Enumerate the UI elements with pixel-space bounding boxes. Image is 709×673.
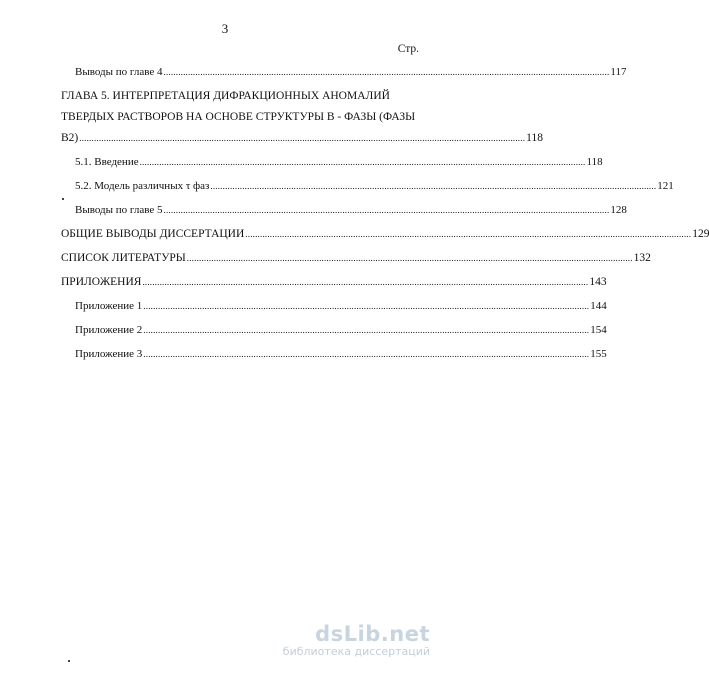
toc-entry-appendix-3[interactable] [75, 347, 607, 361]
dot-leader: ...................................................................................................................................................................................... [142, 277, 589, 287]
toc-entry-page: 118 [586, 156, 603, 168]
dot-leader: ...................................................................................................................................................................................... [210, 181, 657, 191]
toc-entry-page: 155 [590, 348, 607, 360]
toc-entry-page: 129 [692, 228, 709, 240]
toc-entry-page: 144 [590, 300, 607, 312]
chapter5-title-line2: ТВЕРДЫХ РАСТВОРОВ НА ОСНОВЕ СТРУКТУРЫ B - ФАЗЫ (ФАЗЫ [61, 111, 416, 123]
chapter5-title-line1: ГЛАВА 5. ИНТЕРПРЕТАЦИЯ ДИФРАКЦИОННЫХ АНОМАЛИЙ [61, 90, 390, 102]
scan-speck [62, 198, 64, 200]
toc-entry-page: 132 [633, 252, 651, 264]
dot-leader: ...................................................................................................................................................................................... [79, 133, 526, 143]
toc-entry-label: 5.2. Модель различных τ фаз [75, 180, 210, 192]
watermark-logo-prefix: dsLib [315, 622, 381, 646]
watermark-subtitle: библиотека диссертаций [282, 645, 430, 658]
toc-entry-page: 128 [610, 204, 627, 216]
page-column-label: Стр. [397, 43, 419, 55]
toc-entry-references[interactable] [61, 251, 651, 265]
dot-leader: ...................................................................................................................................................................................... [143, 349, 590, 359]
dot-leader: ...................................................................................................................................................................................... [139, 157, 586, 167]
toc-entry-label: ОБЩИЕ ВЫВОДЫ ДИССЕРТАЦИИ [61, 228, 245, 240]
toc-entry-appendix-1[interactable] [75, 299, 607, 313]
watermark-logo [283, 622, 430, 646]
toc-entry-page: 143 [589, 276, 607, 288]
toc-entry-page: 154 [590, 324, 607, 336]
toc-entry-conclusions-ch4[interactable] [75, 65, 627, 79]
chapter5-title-line3: B2) [61, 132, 79, 144]
toc-entry-label: Приложение 1 [75, 300, 143, 312]
toc-entry-label: 5.1. Введение [75, 156, 139, 168]
toc-entry-label: Приложение 3 [75, 348, 143, 360]
toc-entry-chapter5[interactable] [61, 131, 543, 145]
toc-entry-model-5-2[interactable] [75, 179, 674, 193]
toc-entry-page: 118 [526, 132, 543, 144]
dot-leader: ...................................................................................................................................................................................... [143, 301, 590, 311]
toc-entry-label: Выводы по главе 4 [75, 66, 163, 78]
dot-leader: ...................................................................................................................................................................................... [143, 325, 590, 335]
dot-leader: ...................................................................................................................................................................................... [163, 205, 610, 215]
toc-entry-appendices[interactable] [61, 275, 607, 289]
dot-leader: ...................................................................................................................................................................................... [245, 229, 692, 239]
scan-speck [68, 660, 70, 662]
toc-entry-intro-5-1[interactable] [75, 155, 603, 169]
toc-entry-conclusions-ch5[interactable] [75, 203, 627, 217]
page-number: 3 [221, 21, 229, 36]
watermark-logo-dot: . [380, 622, 390, 646]
watermark-logo-suffix: net [389, 622, 430, 646]
toc-entry-label: СПИСОК ЛИТЕРАТУРЫ [61, 252, 186, 264]
toc-entry-label: Приложение 2 [75, 324, 143, 336]
toc-entry-label: Выводы по главе 5 [75, 204, 163, 216]
toc-entry-appendix-2[interactable] [75, 323, 607, 337]
toc-entry-general-conclusions[interactable] [61, 227, 709, 241]
toc-entry-label: ПРИЛОЖЕНИЯ [61, 276, 142, 288]
watermark [283, 622, 430, 658]
dot-leader: ...................................................................................................................................................................................... [186, 253, 633, 263]
dot-leader: ...................................................................................................................................................................................... [163, 67, 610, 77]
toc-entry-page: 117 [610, 66, 627, 78]
toc-entry-page: 121 [657, 180, 674, 192]
